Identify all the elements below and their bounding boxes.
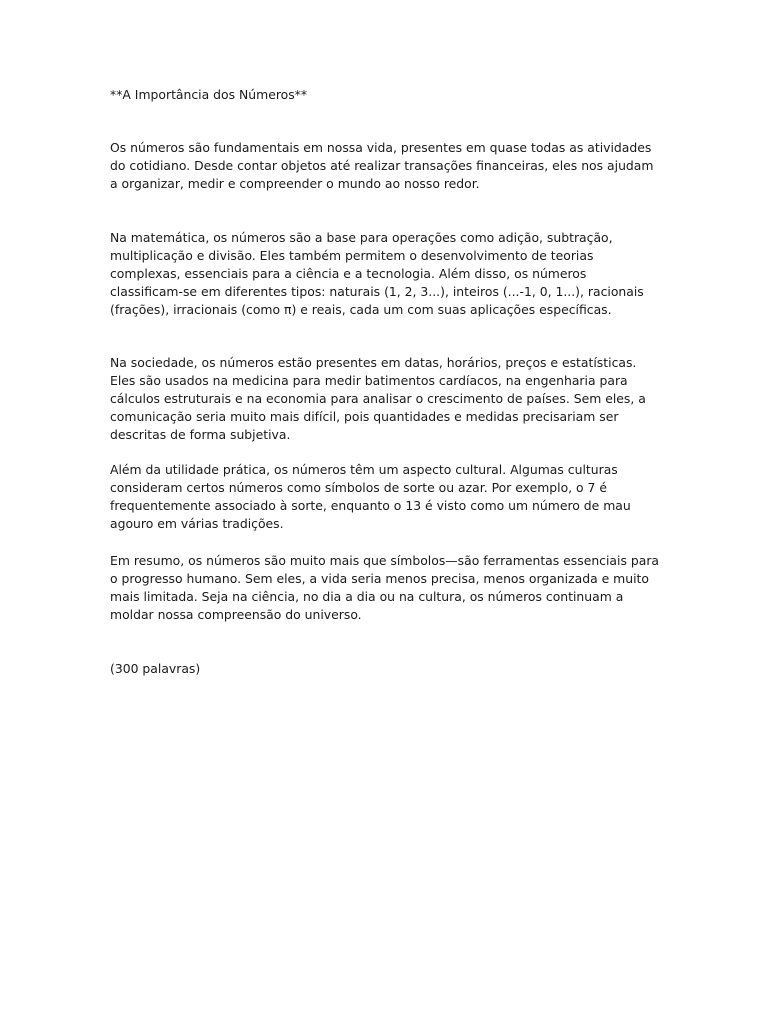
paragraph-conclusion: Em resumo, os números são muito mais que símbolos—são ferramentas essenciais para o progresso humano. Sem eles, a vida seria menos precisa, menos organizada e muito mais limitada. Seja na ciência, no dia a dia ou na cultura, os números continuam a moldar nossa compreensão do universo. xyxy=(110,553,660,622)
document-title: **A Importância dos Números** xyxy=(110,87,308,102)
paragraph-intro: Os números são fundamentais em nossa vida, presentes em quase todas as atividades do cotidiano. Desde contar objetos até realizar transações financeiras, eles nos ajudam a organizar, medir e compreender o mundo ao nosso redor. xyxy=(110,140,654,191)
paragraph-mathematics: Na matemática, os números são a base para operações como adição, subtração, multiplicação e divisão. Eles também permitem o desenvolvimento de teorias complexas, essenciais para a ciência e a tecnologia. Além disso, os números classificam-se em diferentes tipos: naturais (1, 2, 3...), inteiros (...-1, 0, 1...), racionais (frações), irracionais (como π) e reais, cada um com suas aplicações específicas. xyxy=(110,230,644,317)
paragraph-culture: Além da utilidade prática, os números têm um aspecto cultural. Algumas culturas consideram certos números como símbolos de sorte ou azar. Por exemplo, o 7 é frequentemente associado à sorte, enquanto o 13 é visto como um número de mau agouro em várias tradições. xyxy=(110,462,631,531)
paragraph-society: Na sociedade, os números estão presentes em datas, horários, preços e estatísticas. Eles são usados na medicina para medir batimentos cardíacos, na engenharia para cálculos estruturais e na economia para analisar o crescimento de países. Sem eles, a comunicação seria muito mais difícil, pois quantidades e medidas precisariam ser descritas de forma subjetiva. xyxy=(110,355,646,442)
word-count: (300 palavras) xyxy=(110,661,201,676)
